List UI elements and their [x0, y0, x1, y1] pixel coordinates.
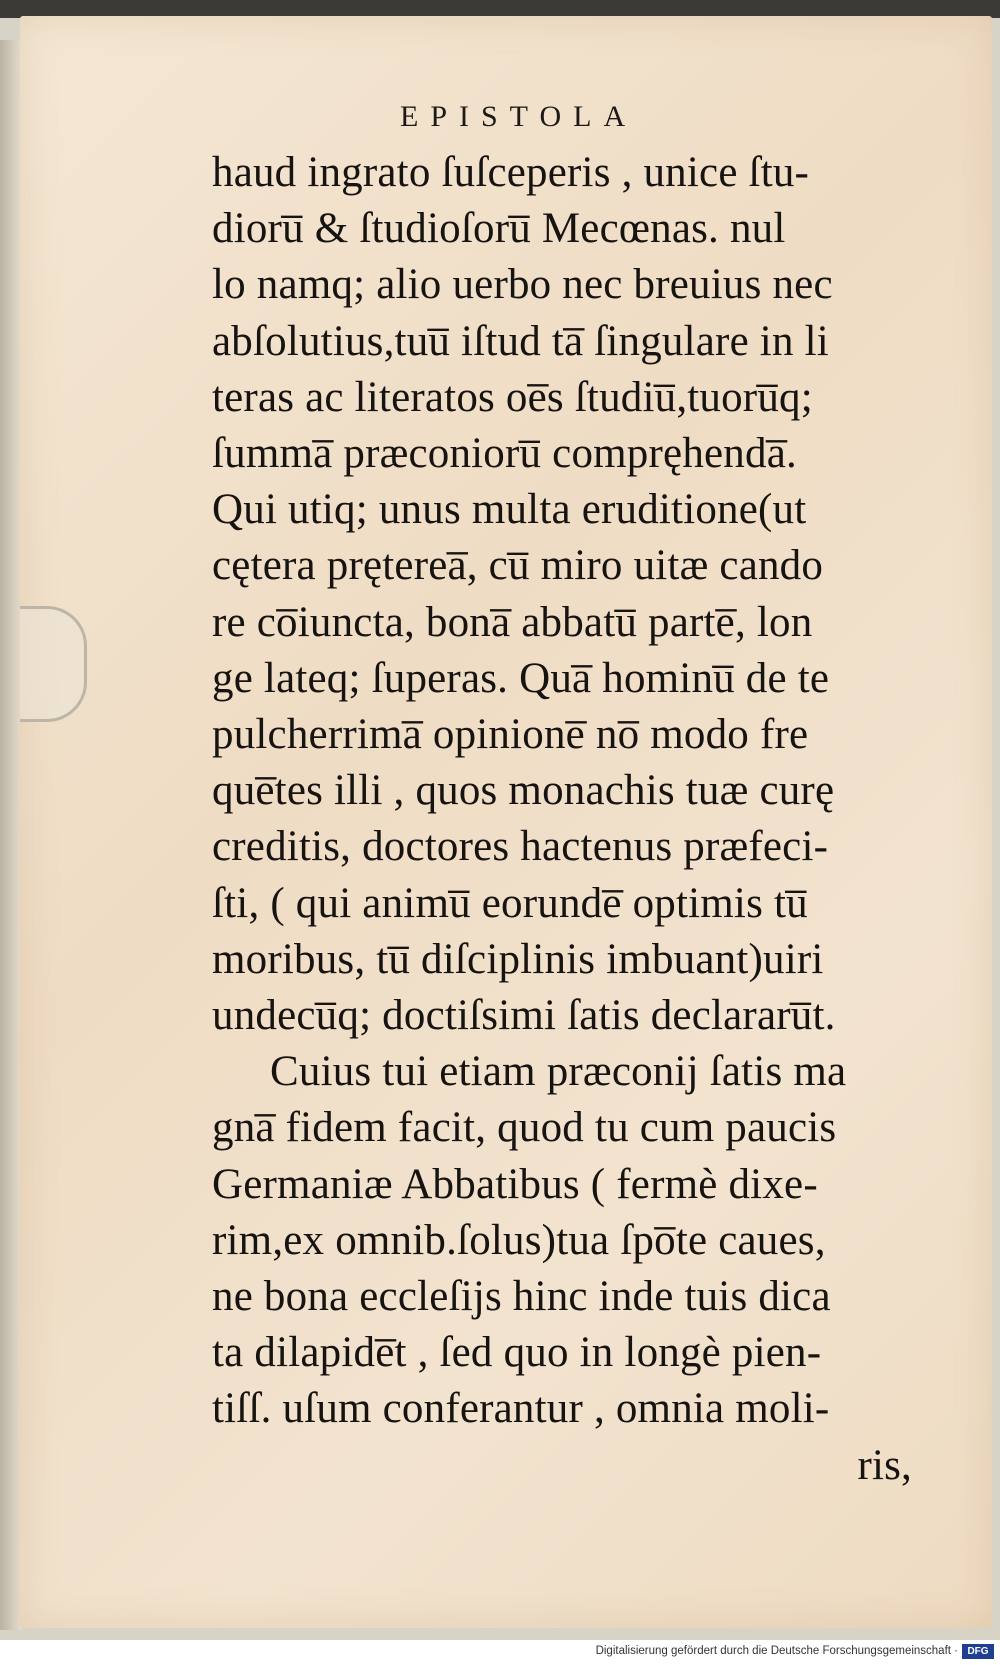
text-line: gna̅ fidem facit, quod tu cum paucis — [212, 1104, 837, 1152]
book-binding — [0, 40, 22, 1630]
text-line: undecu̅q; doctiſsimi ſatis declararu̅t. — [212, 992, 836, 1040]
running-head: EPISTOLA — [400, 100, 638, 133]
page-clip — [20, 606, 87, 722]
text-line: ge lateq; ſuperas. Qua̅ hominu̅ de te — [212, 654, 830, 702]
text-line: haud ingrato ſuſceperis , unice ſtu- — [212, 149, 810, 196]
text-line: ne bona eccleſijs hinc inde tuis dica — [212, 1273, 831, 1321]
text-line: ta dilapide̅t , ſed quo in longè pien- — [212, 1329, 822, 1377]
text-line: abſolutius,tuu̅ iſtud ta̅ ſingulare in li — [212, 317, 829, 365]
text-line: rim,ex omnib.ſolus)tua ſpo̅te caues, — [212, 1216, 826, 1264]
text-line: ris, — [857, 1441, 912, 1489]
text-line: dioru̅ & ſtudioſoru̅ Mecœnas. nul — [212, 205, 786, 253]
text-line: Germaniæ Abbatibus ( fermè dixe- — [212, 1160, 818, 1208]
text-line: tiſſ. uſum conferantur , omnia moli- — [212, 1385, 830, 1433]
text-line: Cuius tui etiam præconij ſatis ma — [270, 1048, 847, 1096]
text-line: re co̅iuncta, bona̅ abbatu̅ parte̅, lon — [212, 598, 813, 646]
text-line: lo namq; alio uerbo nec breuius nec — [212, 261, 833, 309]
page-body-text — [212, 145, 912, 1494]
text-line: ſti, ( qui animu̅ eorunde̅ optimis tu̅ — [212, 879, 808, 927]
text-line: creditis, doctores hactenus præfeci- — [212, 823, 829, 871]
text-line: teras ac literatos oe̅s ſtudiu̅,tuoru̅q; — [212, 373, 813, 421]
text-line: que̅tes illi , quos monachis tuæ curę — [212, 767, 835, 815]
footer-credit: Digitalisierung gefördert durch die Deutsche Forschungsgemeinschaft · — [595, 1645, 958, 1657]
text-line: Qui utiq; unus multa eruditione(ut — [212, 486, 807, 534]
footer-bar — [0, 1640, 1000, 1665]
text-line: ſumma̅ præconioru̅ compręhenda̅. — [212, 430, 797, 478]
text-line: cętera pręterea̅, cu̅ miro uitæ cando — [212, 542, 824, 590]
text-line: moribus, tu̅ diſciplinis imbuant)uiri — [212, 935, 824, 983]
dfg-logo[interactable]: DFG — [962, 1644, 994, 1659]
text-line: pulcherrima̅ opinione̅ no̅ modo fre — [212, 711, 809, 759]
